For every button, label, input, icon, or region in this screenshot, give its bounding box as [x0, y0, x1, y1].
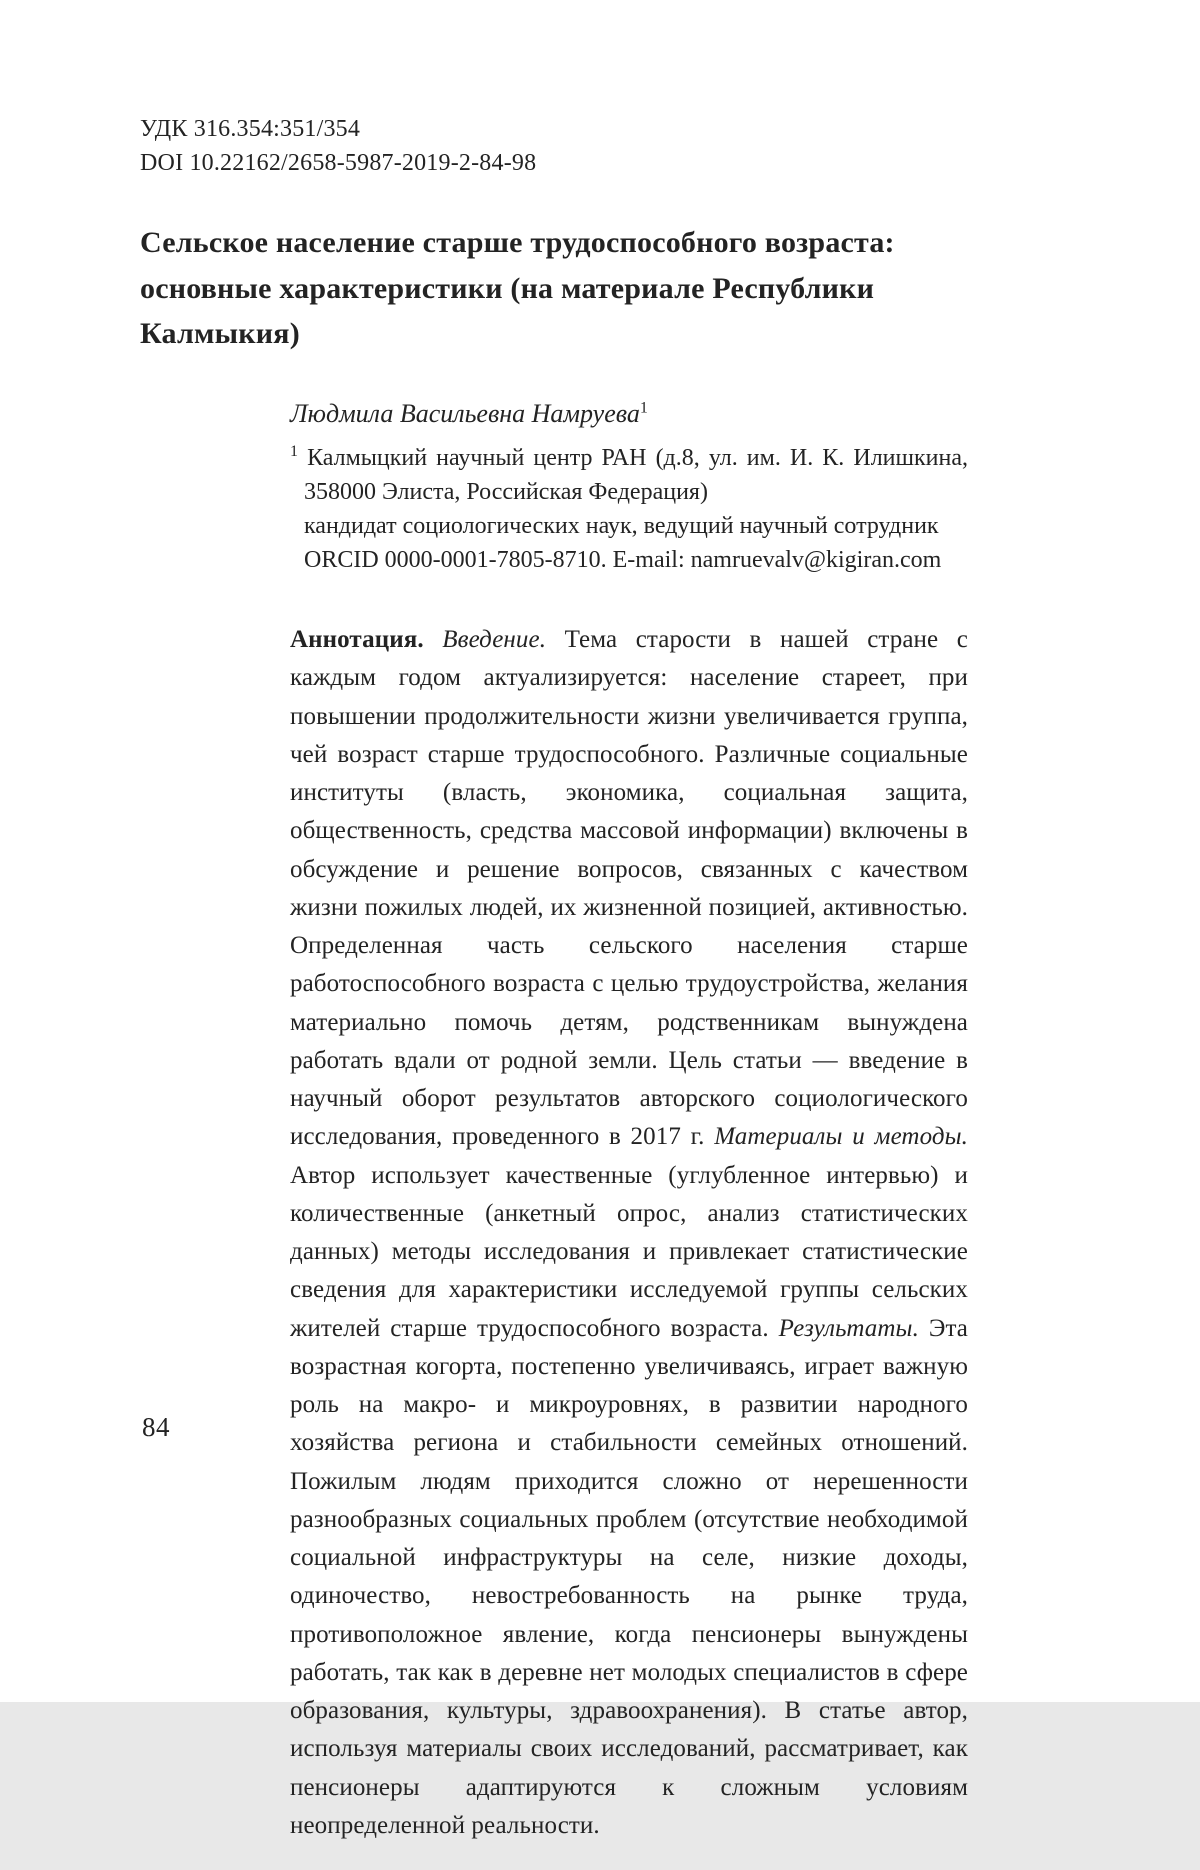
- article-title: Сельское население старше трудоспособного возраста: основные характеристики (на материале Республики Калмыкия): [140, 226, 895, 351]
- abstract-seg-space: [424, 626, 443, 653]
- abstract-section-introduction: Введение.: [442, 626, 547, 654]
- affiliation: [290, 441, 968, 577]
- abstract-paragraph: [290, 621, 968, 1845]
- doi-line: DOI 10.22162/2658-5987-2019-2-84-98: [140, 150, 537, 177]
- author-footnote-marker: 1: [639, 399, 648, 417]
- affiliation-marker: 1: [290, 442, 298, 460]
- abstract-body-methods: Автор использует качественные (углубленное интервью) и количественные (анкетный опрос, анализ статистических данных) методы исследования и привлекает статистические сведения для характеристики исследуемой группы сельских жителей старше трудоспособного возраста.: [290, 1161, 968, 1342]
- author-name-text: Людмила Васильевна Намруева: [290, 398, 640, 428]
- author-affiliation-block: [290, 397, 968, 1845]
- abstract-body-introduction: Тема старости в нашей стране с каждым годом актуализируется: население стареет, при повышении продолжительности жизни увеличивается группа, чей возраст старше трудоспособного. Различные социальные институты (власть, экономика, социальная защита, общественность, средства массовой информации) включены в обсуждение и решение вопросов, связанных с качеством жизни пожилых людей, их жизненной позицией, активностью. Определенная часть сельского населения старше работоспособного возраста с целью трудоустройства, желания материально помочь детям, родственникам вынуждена работать вдали от родной земли. Цель статьи — введение в научный оборот результатов авторского социологического исследования, проведенного в 2017 г.: [290, 626, 968, 1151]
- author-name: [290, 397, 968, 431]
- affiliation-first: [290, 442, 968, 505]
- abstract-label: Аннотация.: [290, 626, 424, 654]
- page-number: 84: [142, 1412, 170, 1442]
- affiliation-org: Калмыцкий научный центр РАН (д.8, ул. им. И. К. Илишкина, 358000 Элиста, Российская Федерация): [304, 444, 968, 505]
- abstract-section-results: Результаты.: [778, 1314, 919, 1342]
- affiliation-orcid-email: ORCID 0000-0001-7805-8710. E-mail: namruevalv@kigiran.com: [304, 546, 942, 573]
- header-meta-block: [140, 112, 968, 180]
- page-content: [140, 112, 968, 1870]
- affiliation-degree: кандидат социологических наук, ведущий научный сотрудник: [304, 512, 939, 539]
- udc-line: УДК 316.354:351/354: [140, 116, 361, 142]
- abstract-body-results: Эта возрастная когорта, постепенно увеличиваясь, играет важную роль на макро- и микроуровнях, в развитии народного хозяйства региона и стабильности семейных отношений. Пожилым людям приходится сложно от нерешенности разнообразных социальных проблем (отсутствие необходимой социальной инфраструктуры на селе, низкие доходы, одиночество, невостребованность на рынке труда, противоположное явление, когда пенсионеры вынуждены работать, так как в деревне нет молодых специалистов в сфере образования, культуры, здравоохранения). В статье автор, используя материалы своих исследований, рассматривает, как пенсионеры адаптируются к сложным условиям неопределенной реальности.: [290, 1314, 968, 1839]
- abstract-section-methods: Материалы и методы.: [714, 1123, 968, 1151]
